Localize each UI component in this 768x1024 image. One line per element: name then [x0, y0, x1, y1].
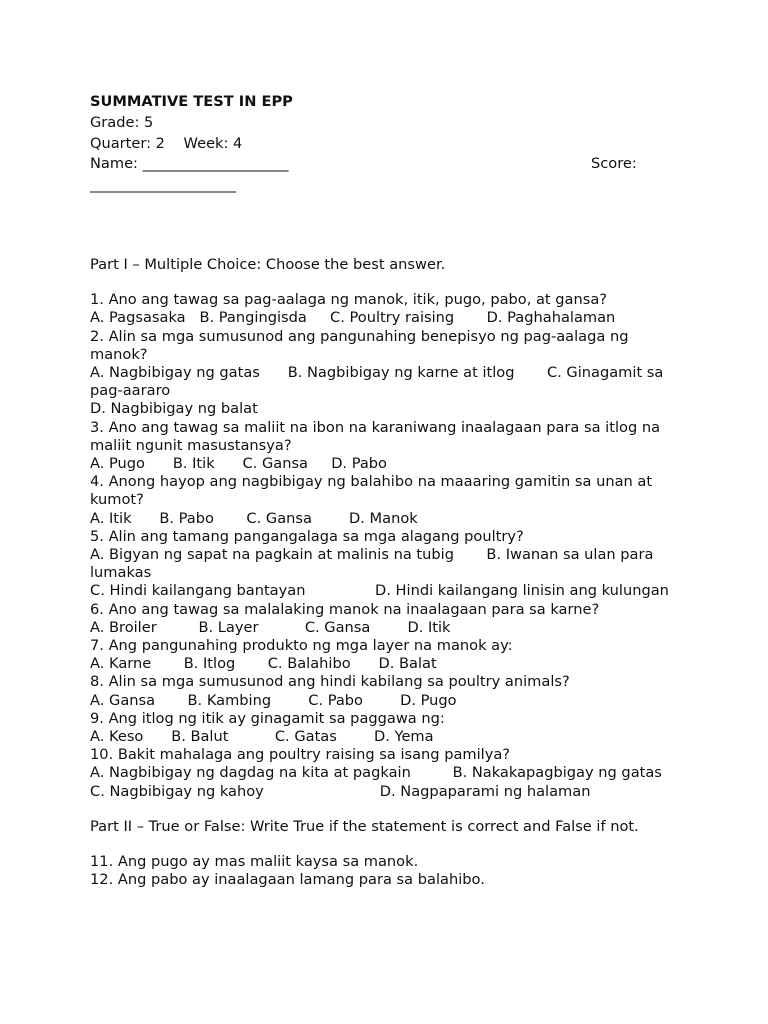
- question-options: A. Pugo B. Itik C. Gansa D. Pabo: [90, 455, 387, 473]
- question-text: 9. Ang itlog ng itik ay ginagamit sa paggawa ng:: [90, 709, 445, 727]
- question-4: [90, 473, 690, 528]
- question-options: A. Karne B. Itlog C. Balahibo D. Balat: [90, 655, 437, 673]
- question-8: [90, 673, 690, 709]
- part2-instruction: Part II – True or False: Write True if the statement is correct and False if not.: [90, 817, 639, 835]
- question-options: A. Nagbibigay ng dagdag na kita at pagkain B. Nakakapagbigay ng gatas: [90, 764, 662, 782]
- name-field-label: Name: ____________________: [90, 155, 289, 173]
- name-score-row: [90, 154, 690, 175]
- question-text: 2. Alin sa mga sumusunod ang pangunahing benepisyo ng pag-aalaga ng manok?: [90, 327, 629, 363]
- question-options: A. Pagsasaka B. Pangingisda C. Poultry raising D. Paghahalaman: [90, 309, 616, 327]
- question-text: 6. Ano ang tawag sa malalaking manok na inaalagaan para sa karne?: [90, 600, 600, 618]
- question-options: A. Nagbibigay ng gatas B. Nagbibigay ng karne at itlog C. Ginagamit sa pag-aararo: [90, 364, 668, 400]
- question-text: 4. Anong hayop ang nagbibigay ng balahibo na maaaring gamitin sa unan at kumot?: [90, 473, 653, 509]
- question-1: [90, 291, 690, 327]
- question-11: 11. Ang pugo ay mas maliit kaysa sa manok.: [90, 853, 419, 871]
- question-10: [90, 746, 690, 801]
- question-text: 7. Ang pangunahing produkto ng mga layer na manok ay:: [90, 637, 513, 655]
- question-12: 12. Ang pabo ay inaalagaan lamang para sa balahibo.: [90, 871, 485, 889]
- test-document: [90, 92, 690, 889]
- question-text: 1. Ano ang tawag sa pag-aalaga ng manok, itik, pugo, pabo, at gansa?: [90, 291, 608, 309]
- question-5: [90, 528, 690, 601]
- question-options: D. Nagbibigay ng balat: [90, 400, 258, 418]
- question-text: 3. Ano ang tawag sa maliit na ibon na karaniwang inaalagaan para sa itlog na maliit ngunit masustansya?: [90, 418, 661, 454]
- question-options: C. Nagbibigay ng kahoy D. Nagpaparami ng halaman: [90, 782, 591, 800]
- question-text: 8. Alin sa mga sumusunod ang hindi kabilang sa poultry animals?: [90, 673, 570, 691]
- question-text: 10. Bakit mahalaga ang poultry raising sa isang pamilya?: [90, 746, 511, 764]
- question-options: A. Itik B. Pabo C. Gansa D. Manok: [90, 509, 418, 527]
- question-2: [90, 328, 690, 419]
- part1-instruction: Part I – Multiple Choice: Choose the best answer.: [90, 255, 446, 273]
- question-options: A. Gansa B. Kambing C. Pabo D. Pugo: [90, 691, 457, 709]
- question-text: 5. Alin ang tamang pangangalaga sa mga alagang poultry?: [90, 527, 524, 545]
- question-options: A. Broiler B. Layer C. Gansa D. Itik: [90, 618, 451, 636]
- question-3: [90, 419, 690, 474]
- question-options: A. Keso B. Balut C. Gatas D. Yema: [90, 728, 434, 746]
- question-9: [90, 710, 690, 746]
- document-title: SUMMATIVE TEST IN EPP: [90, 93, 293, 110]
- score-blank-line: ____________________: [90, 176, 236, 194]
- question-options: C. Hindi kailangang bantayan D. Hindi kailangang linisin ang kulungan: [90, 582, 669, 600]
- score-label: Score:: [591, 155, 637, 173]
- question-options: A. Bigyan ng sapat na pagkain at malinis na tubig B. Iwanan sa ulan para lumakas: [90, 546, 659, 582]
- question-6: [90, 601, 690, 637]
- grade-label: Grade: 5: [90, 113, 154, 131]
- question-7: [90, 637, 690, 673]
- quarter-week-label: Quarter: 2 Week: 4: [90, 134, 243, 152]
